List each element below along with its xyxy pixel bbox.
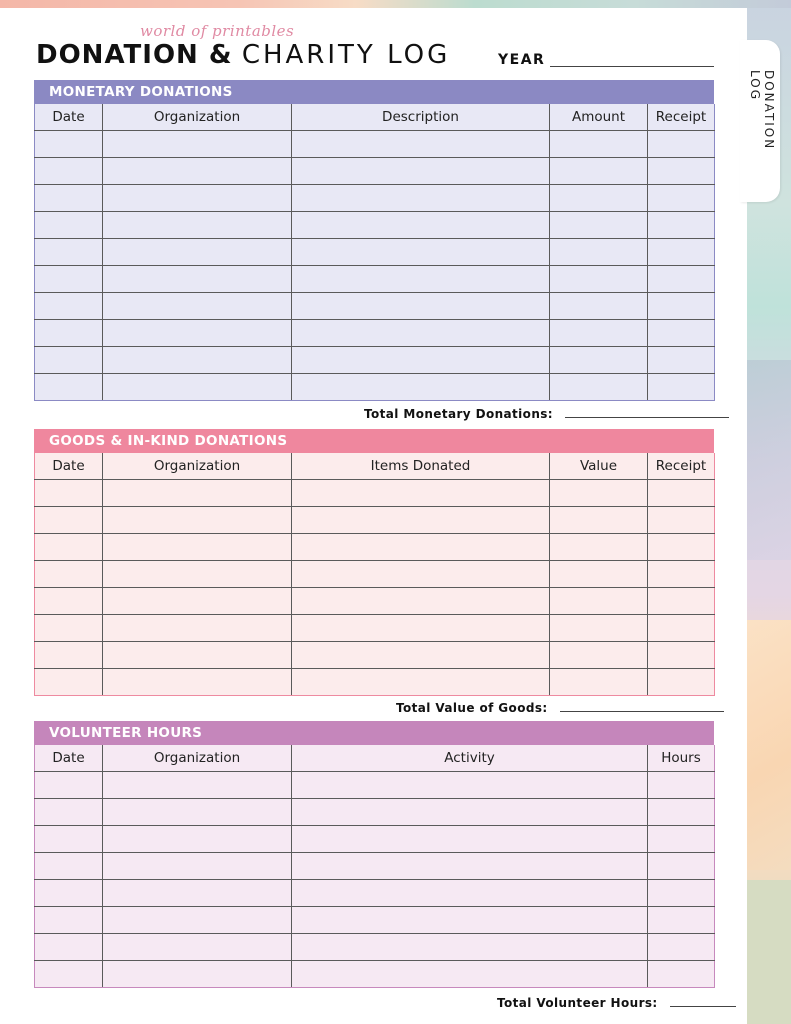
total-volunteer-field[interactable] — [670, 1006, 736, 1007]
table-row — [35, 346, 715, 373]
table-cell-organization[interactable] — [103, 906, 292, 933]
table-row — [35, 292, 715, 319]
table-row — [35, 906, 715, 933]
table-cell-amount[interactable] — [550, 373, 648, 400]
table-cell-date[interactable] — [35, 614, 103, 641]
table-cell-amount[interactable] — [550, 346, 648, 373]
column-header-organization: Organization — [103, 745, 292, 771]
table-cell-value[interactable] — [550, 479, 648, 506]
table-cell-description[interactable] — [292, 319, 550, 346]
table-cell-description[interactable] — [292, 238, 550, 265]
table-row — [35, 587, 715, 614]
total-monetary — [364, 407, 729, 421]
table-cell-date[interactable] — [35, 319, 103, 346]
table-row — [35, 668, 715, 695]
table-cell-receipt[interactable] — [648, 211, 715, 238]
total-goods-label: Total Value of Goods: — [396, 701, 548, 715]
table-cell-activity[interactable] — [292, 906, 648, 933]
table-cell-date[interactable] — [35, 346, 103, 373]
table-cell-date[interactable] — [35, 506, 103, 533]
monetary-table — [34, 104, 715, 401]
table-cell-value[interactable] — [550, 641, 648, 668]
table-cell-date[interactable] — [35, 211, 103, 238]
background-watercolor-top — [0, 0, 791, 8]
table-cell-date[interactable] — [35, 641, 103, 668]
column-header-organization: Organization — [103, 453, 292, 479]
table-row — [35, 614, 715, 641]
table-cell-date[interactable] — [35, 587, 103, 614]
table-cell-receipt[interactable] — [648, 533, 715, 560]
table-row — [35, 479, 715, 506]
table-cell-amount[interactable] — [550, 211, 648, 238]
table-cell-items-donated[interactable] — [292, 533, 550, 560]
column-header-receipt: Receipt — [648, 453, 715, 479]
volunteer-table — [34, 745, 715, 988]
table-row — [35, 560, 715, 587]
brand-watermark: world of printables — [140, 22, 295, 40]
table-cell-amount[interactable] — [550, 238, 648, 265]
table-cell-value[interactable] — [550, 560, 648, 587]
table-cell-receipt[interactable] — [648, 265, 715, 292]
year-label: YEAR — [498, 52, 546, 68]
table-cell-date[interactable] — [35, 479, 103, 506]
column-header-items-donated: Items Donated — [292, 453, 550, 479]
table-cell-activity[interactable] — [292, 771, 648, 798]
table-cell-date[interactable] — [35, 825, 103, 852]
table-cell-amount[interactable] — [550, 292, 648, 319]
table-cell-amount[interactable] — [550, 184, 648, 211]
table-cell-description[interactable] — [292, 130, 550, 157]
table-cell-organization[interactable] — [103, 933, 292, 960]
table-cell-organization[interactable] — [103, 668, 292, 695]
table-cell-description[interactable] — [292, 265, 550, 292]
table-cell-organization[interactable] — [103, 265, 292, 292]
column-header-value: Value — [550, 453, 648, 479]
table-cell-organization[interactable] — [103, 879, 292, 906]
total-volunteer — [497, 996, 736, 1010]
table-cell-amount[interactable] — [550, 157, 648, 184]
column-header-date: Date — [35, 453, 103, 479]
table-cell-date[interactable] — [35, 906, 103, 933]
table-cell-organization[interactable] — [103, 292, 292, 319]
table-cell-organization[interactable] — [103, 587, 292, 614]
table-cell-value[interactable] — [550, 506, 648, 533]
table-cell-hours[interactable] — [648, 960, 715, 987]
table-row — [35, 641, 715, 668]
column-header-organization: Organization — [103, 104, 292, 130]
title-bold: DONATION & — [36, 40, 233, 70]
table-cell-description[interactable] — [292, 157, 550, 184]
column-header-amount: Amount — [550, 104, 648, 130]
table-cell-date[interactable] — [35, 157, 103, 184]
table-cell-activity[interactable] — [292, 960, 648, 987]
table-cell-receipt[interactable] — [648, 641, 715, 668]
table-row — [35, 798, 715, 825]
column-header-description: Description — [292, 104, 550, 130]
table-cell-organization[interactable] — [103, 479, 292, 506]
table-cell-organization[interactable] — [103, 771, 292, 798]
table-cell-hours[interactable] — [648, 852, 715, 879]
table-cell-receipt[interactable] — [648, 506, 715, 533]
table-cell-description[interactable] — [292, 373, 550, 400]
table-cell-date[interactable] — [35, 933, 103, 960]
total-goods — [396, 701, 724, 715]
table-cell-date[interactable] — [35, 184, 103, 211]
table-cell-receipt[interactable] — [648, 614, 715, 641]
table-cell-date[interactable] — [35, 533, 103, 560]
table-cell-value[interactable] — [550, 533, 648, 560]
table-cell-receipt[interactable] — [648, 238, 715, 265]
total-volunteer-label: Total Volunteer Hours: — [497, 996, 658, 1010]
table-cell-description[interactable] — [292, 184, 550, 211]
table-row — [35, 771, 715, 798]
total-monetary-field[interactable] — [565, 417, 729, 418]
column-header-hours: Hours — [648, 745, 715, 771]
table-cell-organization[interactable] — [103, 614, 292, 641]
table-row — [35, 852, 715, 879]
table-cell-items-donated[interactable] — [292, 479, 550, 506]
table-cell-date[interactable] — [35, 238, 103, 265]
table-cell-organization[interactable] — [103, 130, 292, 157]
goods-donations-section — [34, 429, 714, 696]
table-row — [35, 265, 715, 292]
table-cell-organization[interactable] — [103, 319, 292, 346]
table-cell-hours[interactable] — [648, 906, 715, 933]
table-header-row — [35, 453, 715, 479]
table-cell-receipt[interactable] — [648, 479, 715, 506]
column-header-date: Date — [35, 745, 103, 771]
table-cell-items-donated[interactable] — [292, 506, 550, 533]
table-row — [35, 506, 715, 533]
table-cell-value[interactable] — [550, 587, 648, 614]
table-header-row — [35, 745, 715, 771]
table-cell-receipt[interactable] — [648, 292, 715, 319]
table-cell-organization[interactable] — [103, 533, 292, 560]
table-cell-amount[interactable] — [550, 130, 648, 157]
table-cell-date[interactable] — [35, 771, 103, 798]
title-light: CHARITY LOG — [241, 40, 451, 70]
table-row — [35, 319, 715, 346]
column-header-date: Date — [35, 104, 103, 130]
table-cell-receipt[interactable] — [648, 373, 715, 400]
table-cell-activity[interactable] — [292, 933, 648, 960]
table-cell-hours[interactable] — [648, 879, 715, 906]
table-cell-date[interactable] — [35, 798, 103, 825]
table-cell-organization[interactable] — [103, 798, 292, 825]
table-header-row — [35, 104, 715, 130]
volunteer-hours-section — [34, 721, 714, 988]
table-cell-hours[interactable] — [648, 825, 715, 852]
table-cell-activity[interactable] — [292, 825, 648, 852]
table-cell-organization[interactable] — [103, 157, 292, 184]
table-cell-amount[interactable] — [550, 319, 648, 346]
table-cell-description[interactable] — [292, 346, 550, 373]
column-header-activity: Activity — [292, 745, 648, 771]
table-row — [35, 238, 715, 265]
table-cell-organization[interactable] — [103, 238, 292, 265]
table-cell-amount[interactable] — [550, 265, 648, 292]
table-cell-date[interactable] — [35, 130, 103, 157]
goods-table — [34, 453, 715, 696]
section-heading: GOODS & IN-KIND DONATIONS — [34, 429, 714, 453]
table-row — [35, 211, 715, 238]
table-cell-receipt[interactable] — [648, 130, 715, 157]
table-cell-organization[interactable] — [103, 641, 292, 668]
table-cell-hours[interactable] — [648, 933, 715, 960]
table-row — [35, 879, 715, 906]
table-row — [35, 130, 715, 157]
table-cell-activity[interactable] — [292, 852, 648, 879]
table-cell-date[interactable] — [35, 373, 103, 400]
table-cell-hours[interactable] — [648, 771, 715, 798]
table-cell-receipt[interactable] — [648, 560, 715, 587]
table-cell-date[interactable] — [35, 852, 103, 879]
total-goods-field[interactable] — [560, 711, 724, 712]
section-heading: VOLUNTEER HOURS — [34, 721, 714, 745]
table-cell-organization[interactable] — [103, 560, 292, 587]
table-cell-value[interactable] — [550, 614, 648, 641]
column-header-receipt: Receipt — [648, 104, 715, 130]
total-monetary-label: Total Monetary Donations: — [364, 407, 554, 421]
table-cell-organization[interactable] — [103, 184, 292, 211]
year-field[interactable] — [550, 66, 714, 67]
table-cell-date[interactable] — [35, 292, 103, 319]
table-cell-receipt[interactable] — [648, 346, 715, 373]
table-cell-receipt[interactable] — [648, 184, 715, 211]
table-cell-items-donated[interactable] — [292, 614, 550, 641]
table-cell-hours[interactable] — [648, 798, 715, 825]
table-cell-organization[interactable] — [103, 506, 292, 533]
table-cell-date[interactable] — [35, 879, 103, 906]
table-cell-receipt[interactable] — [648, 668, 715, 695]
table-row — [35, 184, 715, 211]
page-title — [36, 40, 450, 70]
table-cell-items-donated[interactable] — [292, 560, 550, 587]
table-cell-organization[interactable] — [103, 211, 292, 238]
table-cell-activity[interactable] — [292, 879, 648, 906]
table-cell-items-donated[interactable] — [292, 668, 550, 695]
table-cell-date[interactable] — [35, 960, 103, 987]
section-heading: MONETARY DONATIONS — [34, 80, 714, 104]
table-row — [35, 933, 715, 960]
table-cell-date[interactable] — [35, 668, 103, 695]
table-cell-organization[interactable] — [103, 373, 292, 400]
table-cell-organization[interactable] — [103, 852, 292, 879]
table-cell-items-donated[interactable] — [292, 587, 550, 614]
table-row — [35, 373, 715, 400]
table-cell-value[interactable] — [550, 668, 648, 695]
table-cell-organization[interactable] — [103, 346, 292, 373]
table-cell-date[interactable] — [35, 265, 103, 292]
table-cell-receipt[interactable] — [648, 319, 715, 346]
table-row — [35, 157, 715, 184]
table-cell-activity[interactable] — [292, 798, 648, 825]
table-cell-date[interactable] — [35, 560, 103, 587]
table-cell-organization[interactable] — [103, 825, 292, 852]
side-tab-label: DONATION LOG — [748, 70, 776, 151]
table-cell-receipt[interactable] — [648, 157, 715, 184]
table-cell-items-donated[interactable] — [292, 641, 550, 668]
table-cell-description[interactable] — [292, 211, 550, 238]
table-cell-organization[interactable] — [103, 960, 292, 987]
table-row — [35, 533, 715, 560]
table-row — [35, 825, 715, 852]
table-row — [35, 960, 715, 987]
table-cell-receipt[interactable] — [648, 587, 715, 614]
monetary-donations-section — [34, 80, 714, 401]
table-cell-description[interactable] — [292, 292, 550, 319]
